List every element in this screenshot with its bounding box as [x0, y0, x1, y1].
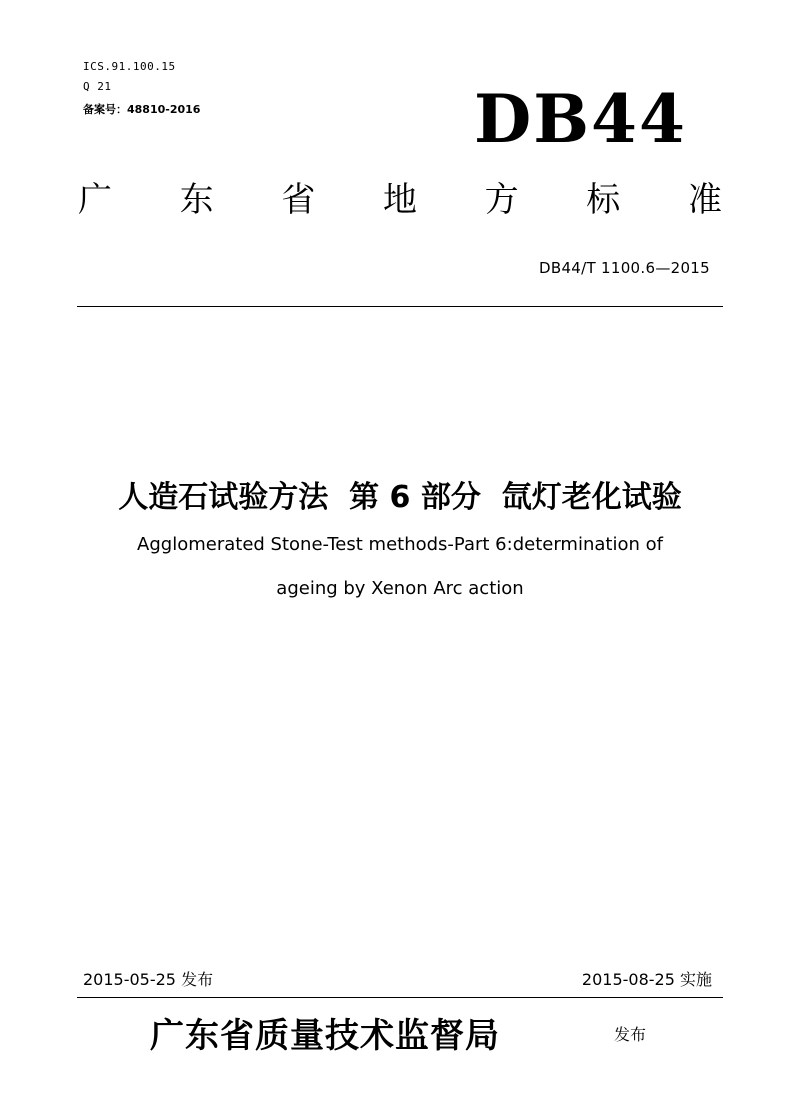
ics-code: ICS.91.100.15	[83, 60, 176, 73]
filing-number: 备案号：48810-2016	[83, 103, 201, 116]
issuer-suffix: 发布	[614, 1025, 647, 1044]
issue-date: 2015-05-25 发布	[83, 970, 214, 989]
implementation-date: 2015-08-25 实施	[581, 970, 712, 989]
db-standard-code: DB44	[474, 80, 687, 158]
issuing-authority: 广东省质量技术监督局	[150, 1016, 500, 1056]
standard-number: DB44/T 1100.6—2015	[539, 259, 710, 277]
title-chinese: 人造石试验方法 第 6 部分 氙灯老化试验	[118, 480, 682, 515]
standard-type-char: 广	[78, 180, 112, 220]
standard-type-char: 东	[179, 180, 214, 220]
standard-type-char: 标	[586, 180, 621, 220]
standard-type-heading	[78, 180, 722, 220]
standard-type-char: 地	[382, 180, 417, 220]
standard-type-char: 省	[281, 180, 316, 220]
ccs-code: Q 21	[83, 80, 112, 93]
standard-type-char: 方	[484, 180, 519, 220]
standard-type-char: 准	[687, 180, 722, 220]
bottom-divider	[77, 997, 723, 998]
title-english-line2: ageing by Xenon Arc action	[276, 578, 524, 599]
title-english-line1: Agglomerated Stone-Test methods-Part 6:determination of	[137, 534, 663, 555]
top-divider	[77, 306, 723, 307]
